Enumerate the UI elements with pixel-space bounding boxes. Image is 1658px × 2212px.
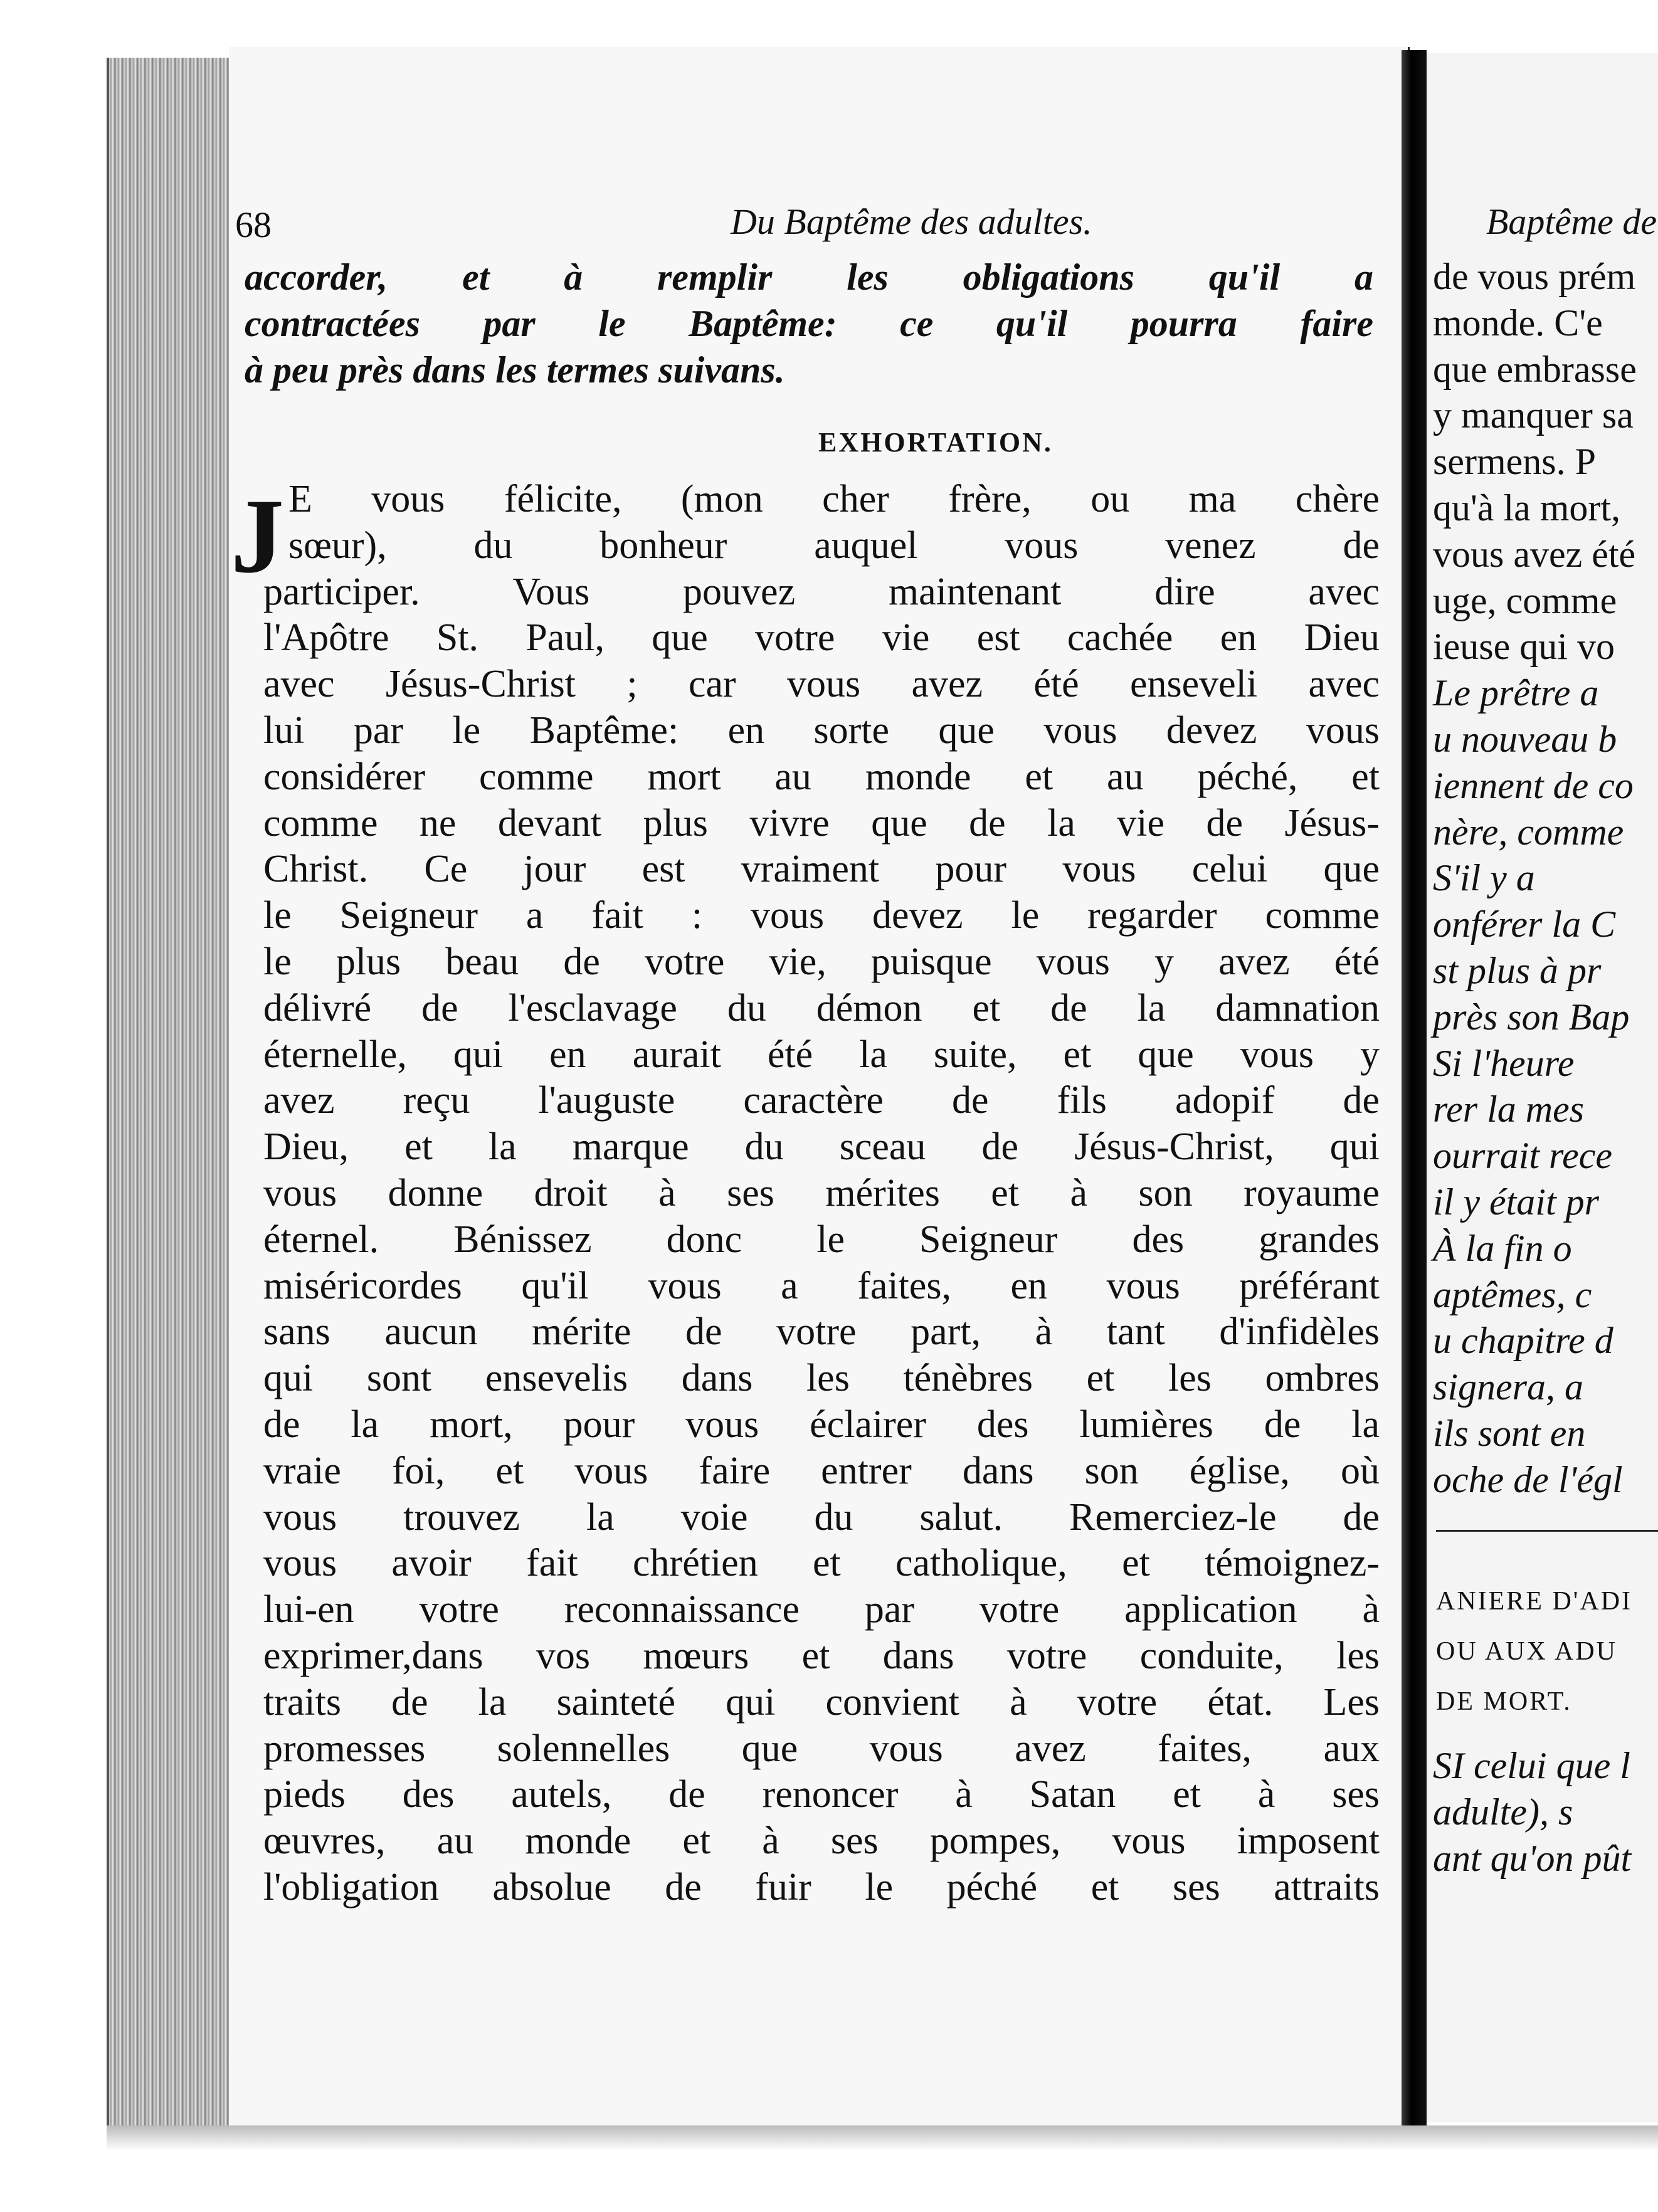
right-line: iennent de co [1433, 764, 1634, 806]
body-line: pieds des autels, de renoncer à Satan et à ses [263, 1773, 1380, 1816]
running-head: Du Baptême des adultes. [731, 201, 1092, 242]
right-line: uge, comme [1433, 579, 1617, 621]
right-line: u nouveau b [1433, 718, 1617, 760]
right-page-text [1433, 254, 1658, 1504]
right-line: adulte), s [1433, 1791, 1573, 1833]
body-line: vous donne droit à ses mérites et à son royaume [263, 1171, 1380, 1214]
body-line: l'Apôtre St. Paul, que votre vie est cachée en Dieu [263, 616, 1380, 660]
right-line: aptêmes, c [1433, 1273, 1592, 1315]
right-line: y manquer sa [1433, 394, 1634, 436]
right-line: Si l'heure [1433, 1042, 1575, 1084]
right-line: vous avez été [1433, 533, 1636, 575]
section-rule [1436, 1530, 1658, 1532]
intro-line: contractées par le Baptême: ce qu'il pourra faire [245, 303, 1373, 344]
right-page-tail [1433, 1743, 1658, 1882]
page-number: 68 [235, 204, 272, 245]
right-line: que embrasse [1433, 348, 1637, 390]
right-line: sermens. P [1433, 441, 1596, 483]
right-running-head: Baptême de [1486, 201, 1657, 242]
intro-paragraph [245, 254, 1373, 393]
body-line: considérer comme mort au monde et au péché, et [263, 755, 1380, 798]
body-line: Dieu, et la marque du sceau de Jésus-Christ, qui [263, 1125, 1380, 1169]
body-line: participer. Vous pouvez maintenant dire avec [263, 570, 1380, 613]
right-line: S'il y a [1433, 857, 1535, 899]
right-line: monde. C'e [1433, 302, 1603, 344]
right-line: st plus à pr [1433, 949, 1602, 991]
drop-cap: J [231, 477, 284, 595]
body-line: vous avoir fait chrétien et catholique, et témoignez- [263, 1542, 1380, 1585]
body-line: miséricordes qu'il vous a faites, en vous préférant [263, 1264, 1380, 1307]
right-line: u chapitre d [1433, 1320, 1613, 1362]
right-line: ieuse qui vo [1433, 626, 1615, 668]
body-line: de la mort, pour vous éclairer des lumières de la [263, 1403, 1380, 1446]
intro-line: accorder, et à remplir les obligations qu'il a [245, 256, 1373, 298]
body-line: œuvres, au monde et à ses pompes, vous imposent [263, 1820, 1380, 1863]
right-line: ourrait rece [1433, 1135, 1613, 1177]
body-line: lui par le Baptême: en sorte que vous devez vous [263, 708, 1380, 752]
body-line: le plus beau de votre vie, puisque vous y avez été [263, 940, 1380, 983]
body-line: exprimer,dans vos mœurs et dans votre conduite, les [263, 1634, 1380, 1677]
book-page-edges [107, 58, 241, 2133]
right-line: onférer la C [1433, 903, 1616, 945]
body-line: vraie foi, et vous faire entrer dans son église, où [263, 1449, 1380, 1492]
body-line: délivré de l'esclavage du démon et de la damnation [263, 986, 1380, 1030]
body-line: promesses solennelles que vous avez faites, aux [263, 1727, 1380, 1770]
body-line: l'obligation absolue de fuir le péché et ses attraits [263, 1865, 1380, 1909]
right-heading: OU AUX ADU [1436, 1637, 1618, 1666]
body-line: éternelle, qui en aurait été la suite, et que vous y [263, 1033, 1380, 1076]
right-heading: DE MORT. [1436, 1687, 1572, 1716]
body-line: qui sont ensevelis dans les ténèbres et les ombres [263, 1357, 1380, 1400]
right-line: il y était pr [1433, 1181, 1599, 1223]
body-line: lui-en votre reconnaissance par votre application à [263, 1588, 1380, 1631]
body-line: vous trouvez la voie du salut. Remerciez-le de [263, 1495, 1380, 1539]
right-line: signera, a [1433, 1366, 1583, 1408]
body-line: avec Jésus-Christ ; car vous avez été enseveli avec [263, 663, 1380, 706]
body-line: le Seigneur a fait : vous devez le regarder comme [263, 894, 1380, 937]
body-line: traits de la sainteté qui convient à votre état. Les [263, 1680, 1380, 1724]
right-line: SI celui que l [1433, 1745, 1630, 1786]
book-gutter [1402, 50, 1427, 2138]
body-line: éternel. Bénissez donc le Seigneur des grandes [263, 1218, 1380, 1261]
exhortation-body [263, 477, 1380, 1911]
right-line: ils sont en [1433, 1412, 1586, 1454]
right-line: rer la mes [1433, 1088, 1585, 1130]
body-line: E vous félicite, (mon cher frère, ou ma chère [288, 478, 1380, 520]
right-line: nère, comme [1433, 811, 1624, 853]
right-line: ant qu'on pût [1433, 1837, 1632, 1879]
body-line: sans aucun mérite de votre part, à tant d'infidèles [263, 1310, 1380, 1354]
body-line: comme ne devant plus vivre que de la vie de Jésus- [263, 801, 1380, 845]
body-line: sœur), du bonheur auquel vous venez de [288, 524, 1380, 567]
right-line: À la fin o [1433, 1227, 1572, 1269]
right-line: près son Bap [1433, 996, 1630, 1038]
right-line: qu'à la mort, [1433, 487, 1621, 529]
section-title: EXHORTATION. [818, 427, 1053, 458]
right-line: de vous prém [1433, 256, 1636, 297]
intro-line: à peu près dans les termes suivans. [245, 349, 785, 391]
body-line: avez reçu l'auguste caractère de fils adopif de [263, 1079, 1380, 1122]
right-line: Le prêtre a [1433, 672, 1599, 714]
right-line: oche de l'égl [1433, 1458, 1623, 1500]
body-line: Christ. Ce jour est vraiment pour vous celui que [263, 848, 1380, 891]
right-heading: ANIERE D'ADI [1436, 1587, 1633, 1616]
page-bottom-shadow [107, 2125, 1658, 2151]
